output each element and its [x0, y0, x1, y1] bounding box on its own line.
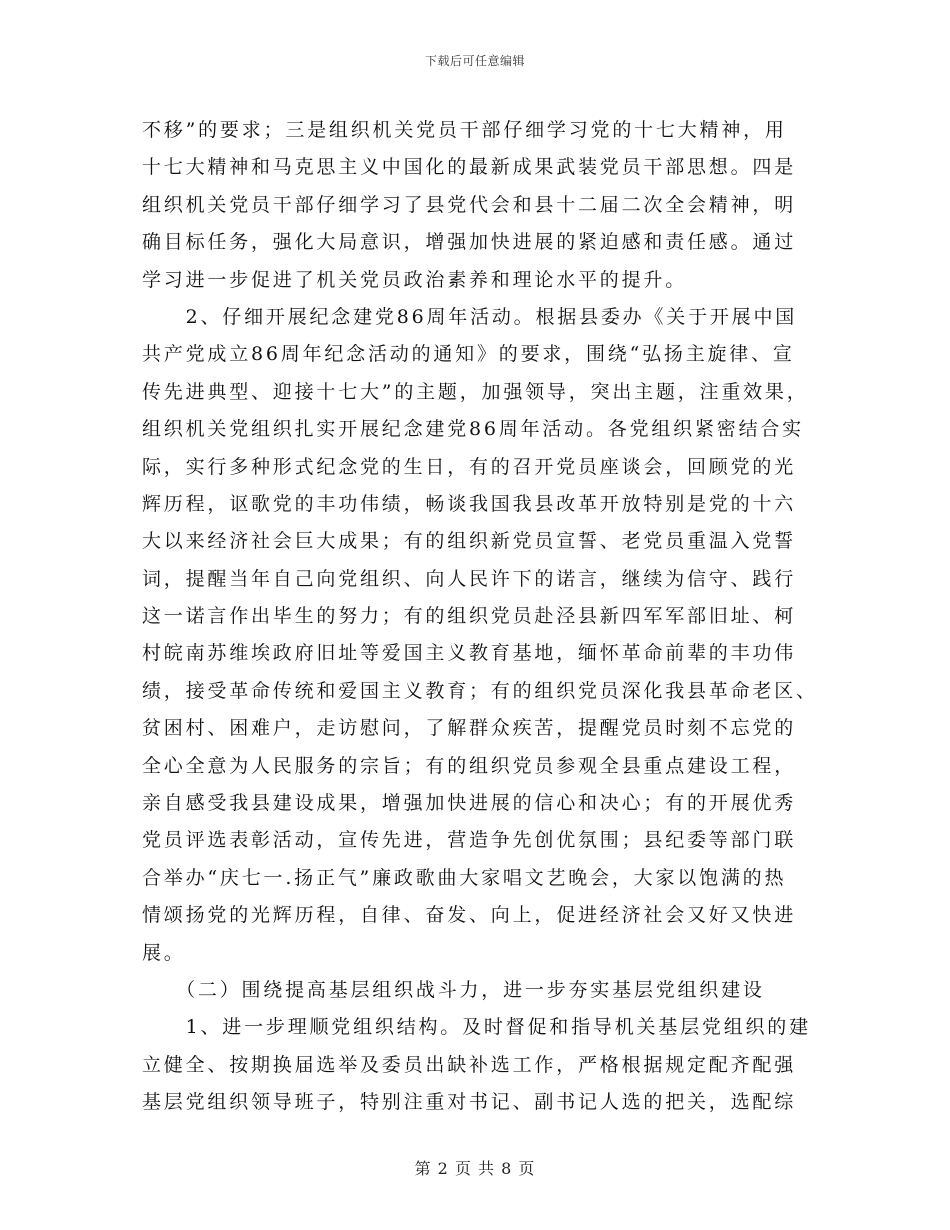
body-line: 这一诺言作出毕生的努力；有的组织党员赴泾县新四军军部旧址、柯	[142, 605, 797, 628]
body-line: 组织机关党员干部仔细学习了县党代会和县十二届二次全会精神，明	[142, 193, 797, 216]
body-line: 贫困村、困难户，走访慰问，了解群众疾苦，提醒党员时刻不忘党的	[142, 717, 797, 740]
body-line: 亲自感受我县建设成果，增强加快进展的信心和决心；有的开展优秀	[142, 792, 797, 815]
body-line: （二）围绕提高基层组织战斗力，进一步夯实基层党组织建设	[142, 978, 765, 1001]
document-body	[142, 112, 818, 1122]
body-line: 村皖南苏维埃政府旧址等爱国主义教育基地，缅怀革命前辈的丰功伟	[142, 642, 797, 665]
body-line: 基层党组织领导班子，特别注重对书记、副书记人选的把关，选配综	[142, 1091, 797, 1114]
body-line: 共产党成立86周年纪念活动的通知》的要求，围绕“弘扬主旋律、宣	[142, 343, 795, 366]
body-line: 全心全意为人民服务的宗旨；有的组织党员参观全县重点建设工程，	[142, 754, 797, 777]
body-line: 大以来经济社会巨大成果；有的组织新党员宣誓、老党员重温入党誓	[142, 530, 797, 553]
body-line: 1、进一步理顺党组织结构。及时督促和指导机关基层党组织的建	[142, 1016, 811, 1039]
body-line: 不移”的要求；三是组织机关党员干部仔细学习党的十七大精神，用	[142, 119, 787, 141]
body-line: 绩，接受革命传统和爱国主义教育；有的组织党员深化我县革命老区、	[142, 679, 818, 702]
page-number-footer: 第 2 页 共 8 页	[414, 1159, 536, 1178]
body-line: 党员评选表彰活动，宣传先进，营造争先创优氛围；县纪委等部门联	[142, 829, 797, 852]
body-line: 传先进典型、迎接十七大”的主题，加强领导，突出主题，注重效果，	[142, 380, 809, 403]
body-line: 合举办“庆七一.扬正气”廉政歌曲大家唱文艺晚会，大家以饱满的热	[142, 866, 787, 889]
body-line: 情颂扬党的光辉历程，自律、奋发、向上，促进经济社会又好又快进	[142, 904, 797, 927]
body-line: 学习进一步促进了机关党员政治素养和理论水平的提升。	[142, 268, 688, 291]
body-line: 展。	[142, 941, 186, 964]
body-line: 立健全、按期换届选举及委员出缺补选工作，严格根据规定配齐配强	[142, 1053, 797, 1076]
body-line: 辉历程，讴歌党的丰功伟绩，畅谈我国我县改革开放特别是党的十六	[142, 492, 797, 515]
body-line: 际，实行多种形式纪念党的生日，有的召开党员座谈会，回顾党的光	[142, 455, 797, 478]
body-line: 十七大精神和马克思主义中国化的最新成果武装党员干部思想。四是	[142, 156, 797, 179]
body-line: 词，提醒当年自己向党组织、向人民许下的诺言，继续为信守、践行	[142, 567, 797, 590]
body-line: 确目标任务，强化大局意识，增强加快进展的紧迫感和责任感。通过	[142, 231, 797, 254]
body-line: 组织机关党组织扎实开展纪念建党86周年活动。各党组织紧密结合实	[142, 418, 804, 441]
body-line: 2、仔细开展纪念建党86周年活动。根据县委办《关于开展中国	[142, 305, 798, 328]
page-header-note: 下载后可任意编辑	[424, 54, 525, 68]
